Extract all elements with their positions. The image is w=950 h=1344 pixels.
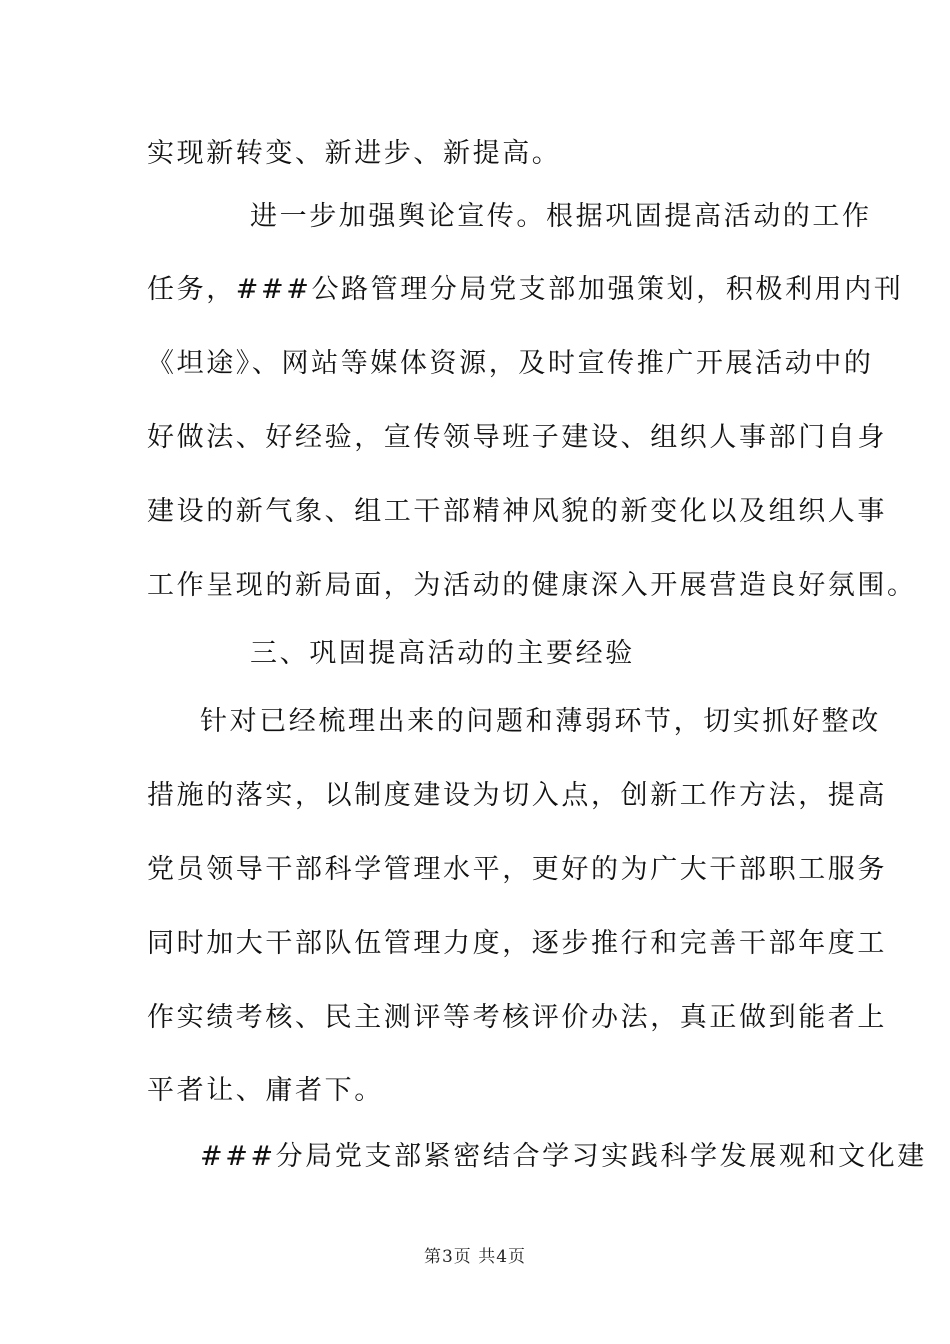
section-heading: 三、巩固提高活动的主要经验 [250, 638, 635, 669]
page-number-footer: 第3页 共4页 [423, 1247, 527, 1267]
text-line-9: 针对已经梳理出来的问题和薄弱环节，切实抓好整改 [200, 706, 881, 737]
text-line-12: 同时加大干部队伍管理力度，逐步推行和完善干部年度工 [147, 928, 887, 959]
text-line-4: 《坦途》、网站等媒体资源，及时宣传推广开展活动中的 [147, 348, 874, 379]
text-line-14: 平者让、庸者下。 [147, 1075, 384, 1106]
text-line-5: 好做法、好经验，宣传领导班子建设、组织人事部门自身 [147, 422, 887, 453]
text-line-6: 建设的新气象、组工干部精神风貌的新变化以及组织人事 [147, 496, 887, 527]
text-line-7: 工作呈现的新局面，为活动的健康深入开展营造良好氛围。 [147, 570, 917, 601]
text-line-2: 进一步加强舆论宣传。根据巩固提高活动的工作 [250, 201, 872, 232]
text-line-1: 实现新转变、新进步、新提高。 [147, 138, 562, 169]
text-line-15: ###分局党支部紧密结合学习实践科学发展观和文化建 [200, 1141, 927, 1172]
text-line-11: 党员领导干部科学管理水平，更好的为广大干部职工服务 [147, 854, 887, 885]
text-line-10: 措施的落实，以制度建设为切入点，创新工作方法，提高 [147, 780, 887, 811]
text-line-13: 作实绩考核、民主测评等考核评价办法，真正做到能者上 [147, 1002, 887, 1033]
text-line-3: 任务，###公路管理分局党支部加强策划，积极利用内刊 [147, 274, 904, 305]
